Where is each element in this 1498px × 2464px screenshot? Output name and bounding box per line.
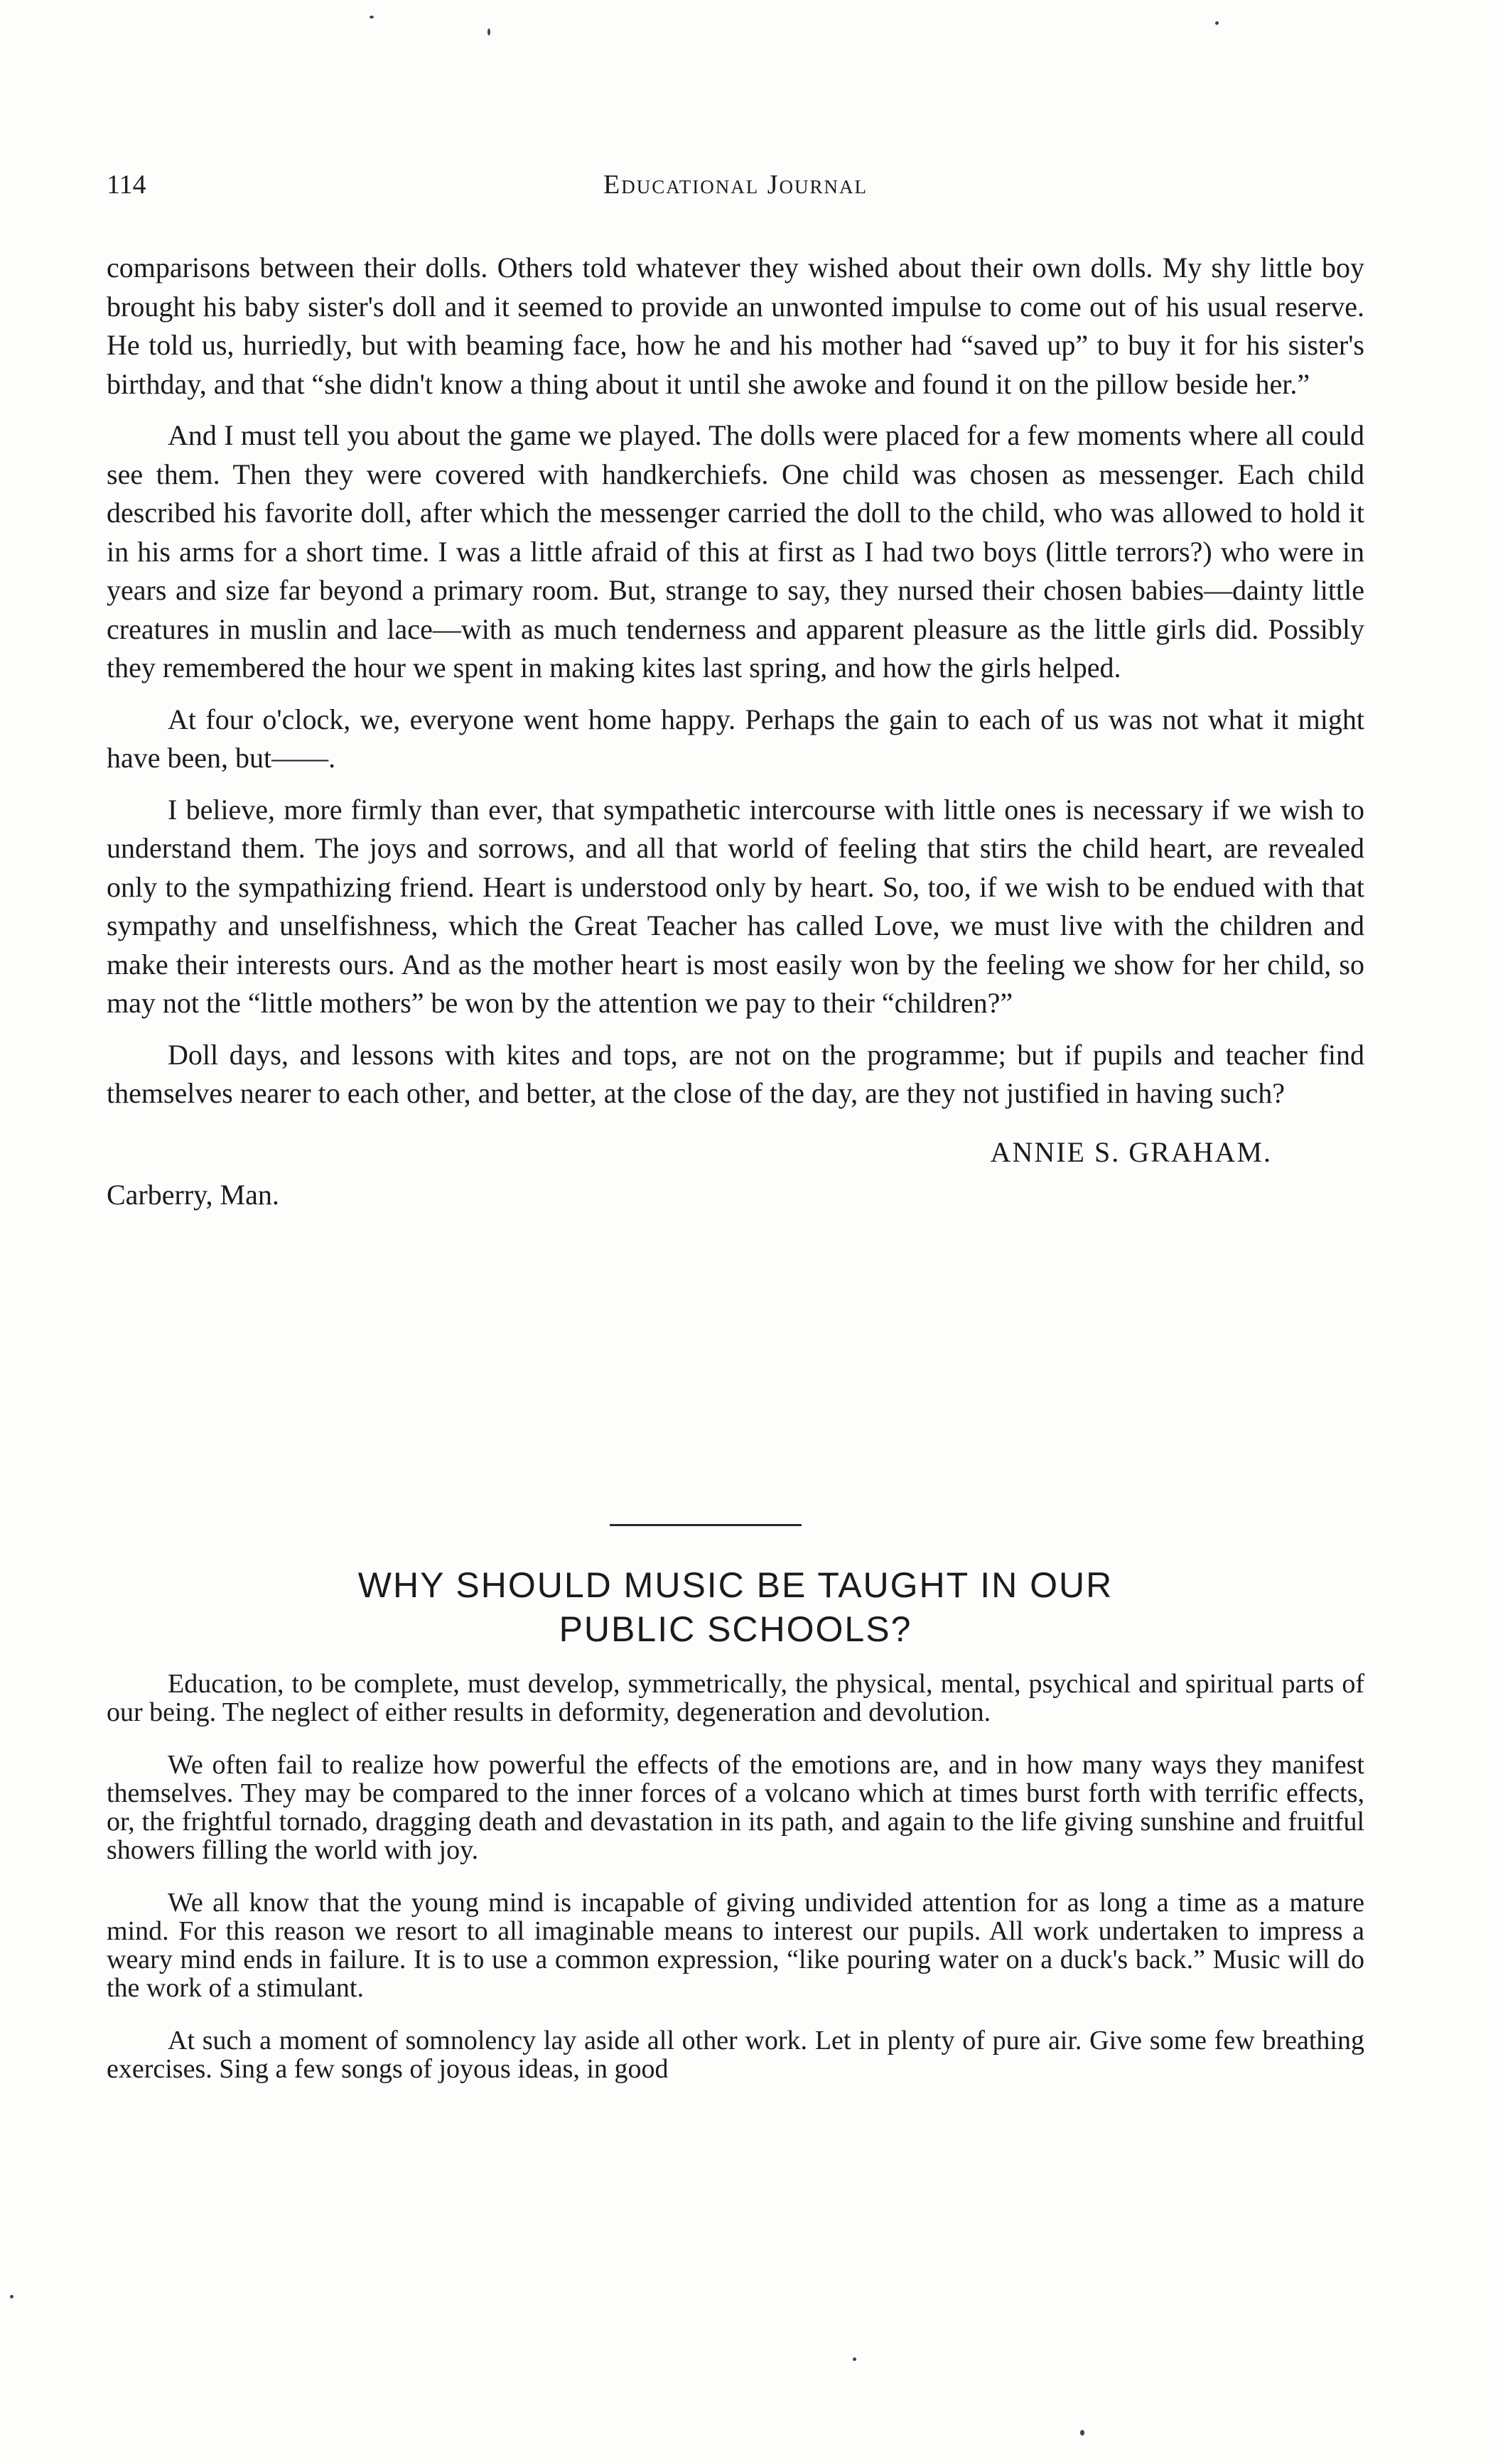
article-doll-days	[107, 249, 1364, 1214]
author-signature: ANNIE S. GRAHAM.	[990, 1135, 1272, 1168]
ink-speck	[1080, 2430, 1084, 2436]
article-music	[107, 1670, 1364, 2083]
paragraph: Education, to be complete, must develop, symmetrically, the physical, mental, psychical and spiritual parts of our being. The neglect of either results in deformity, degeneration and devolution.	[107, 1669, 1364, 1727]
paragraph: We all know that the young mind is incapable of giving undivided attention for as long a time as a mature mind. For this reason we resort to all imaginable means to interest our pupils. All work undertaken to impress a weary mind ends in failure. It is to use a common expression, “like pouring water on a duck's back.” Music will do the work of a stimulant.	[107, 1888, 1364, 2003]
ink-speck	[853, 2357, 856, 2361]
author-place: Carberry, Man.	[107, 1178, 279, 1211]
title-line: PUBLIC SCHOOLS?	[559, 1609, 912, 1649]
page-number: 114	[107, 170, 146, 200]
ink-speck	[1215, 21, 1219, 25]
paragraph: At such a moment of somnolency lay aside all other work. Let in plenty of pure air. Give some few breathing exercises. Sing a few songs of joyous ideas, in good	[107, 2026, 1364, 2084]
paragraph: We often fail to realize how powerful the effects of the emotions are, and in how many ways they manifest themselves. They may be compared to the inner forces of a volcano which at times burst forth with terrific effects, or, the frightful tornado, dragging death and devastation in its path, and again to the life giving sunshine and fruitful showers filling the world with joy.	[107, 1750, 1364, 1865]
section-divider	[610, 1524, 802, 1526]
ink-speck	[370, 16, 374, 18]
paragraph: And I must tell you about the game we played. The dolls were placed for a few moments where all could see them. Then they were covered with handkerchiefs. One child was chosen as messenger. Each child described his favorite doll, after which the messenger carried the doll to the child, who was allowed to hold it in his arms for a short time. I was a little afraid of this at first as I had two boys (little terrors?) who were in years and size far beyond a primary room. But, strange to say, they nursed their chosen babies—dainty little creatures in muslin and lace—with as much tenderness and apparent pleasure as the little girls did. Possibly they remembered the hour we spent in making kites last spring, and how the girls helped.	[107, 419, 1364, 683]
paragraph: comparisons between their dolls. Others told whatever they wished about their own dolls. My shy little boy brought his baby sister's doll and it seemed to provide an unwonted impulse to come out of his usual reserve. He told us, hurriedly, but with beaming face, how he and his mother had “saved up” to buy it for his sister's birthday, and that “she didn't know a thing about it until she awoke and found it on the pillow beside her.”	[107, 252, 1364, 400]
paragraph: At four o'clock, we, everyone went home happy. Perhaps the gain to each of us was not what it might have been, but——.	[107, 703, 1364, 774]
page-header	[107, 169, 1364, 212]
paragraph: Doll days, and lessons with kites and tops, are not on the programme; but if pupils and teacher find themselves nearer to each other, and better, at the close of the day, are they not justified in having such?	[107, 1038, 1364, 1109]
ink-speck	[10, 2295, 14, 2298]
running-head: Educational Journal	[603, 170, 868, 200]
article-title	[107, 1563, 1364, 1651]
ink-speck	[487, 28, 490, 36]
title-line: WHY SHOULD MUSIC BE TAUGHT IN OUR	[357, 1565, 1114, 1605]
paragraph: I believe, more firmly than ever, that sympathetic intercourse with little ones is necessary if we wish to understand them. The joys and sorrows, and all that world of feeling that stirs the child heart, are revealed only to the sympathizing friend. Heart is understood only by heart. So, too, if we wish to be endued with that sympathy and unselfishness, which the Great Teacher has called Love, we must live with the children and make their interests ours. And as the mother heart is most easily won by the feeling we show for her child, so may not the “little mothers” be won by the attention we pay to their “children?”	[107, 793, 1364, 1019]
